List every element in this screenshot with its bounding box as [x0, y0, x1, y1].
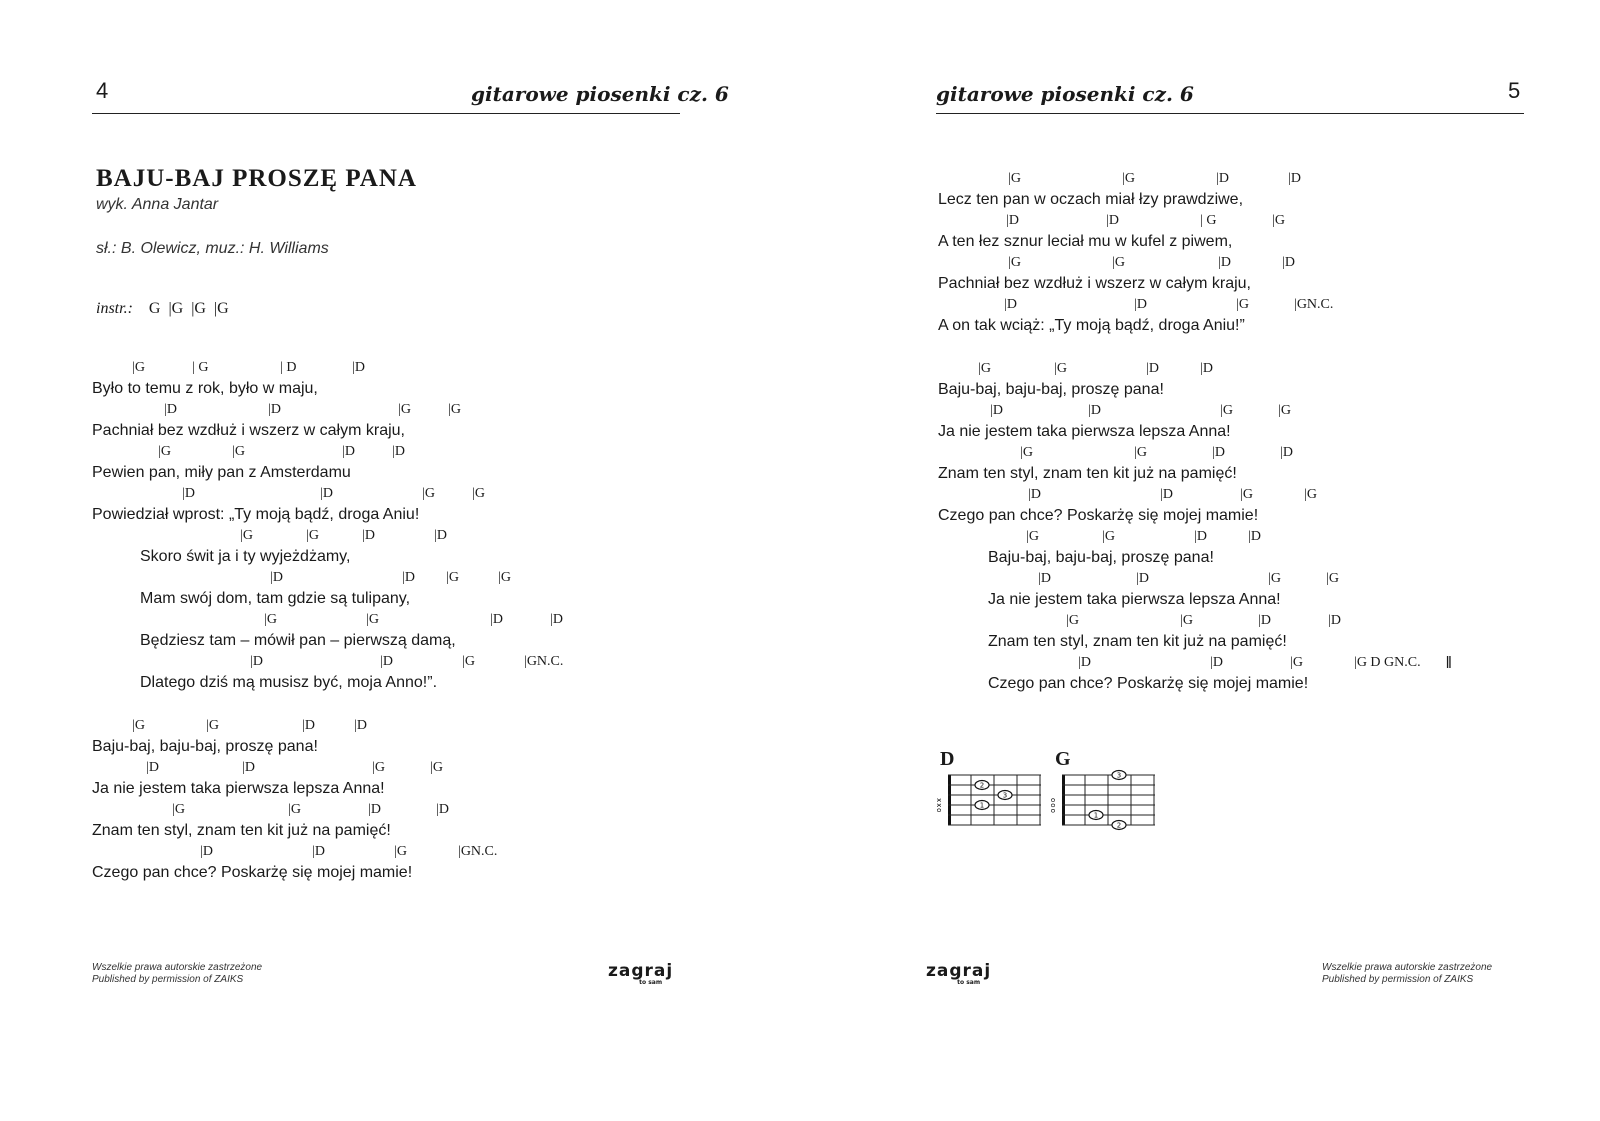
copyright-footer	[1322, 962, 1492, 986]
finger-label: 2	[1116, 821, 1122, 830]
finger-label: 3	[1002, 791, 1008, 800]
lyric-line: Dlatego dziś mą musisz być, moja Anno!”.	[140, 674, 438, 691]
end-bar-line: ‖	[1446, 653, 1452, 672]
chord-symbol: | D	[1210, 655, 1223, 671]
header-rule	[92, 113, 680, 114]
chord-symbol: | D	[200, 844, 213, 860]
chord-row	[938, 652, 1578, 673]
chord-symbol: | D	[312, 844, 325, 860]
chord-symbol: | D	[1006, 213, 1019, 229]
chord-symbol: | D	[1106, 213, 1119, 229]
chord-row	[92, 757, 732, 778]
verse-block	[938, 358, 1578, 694]
lyric-line: Lecz ten pan w oczach miał łzy prawdziwe,	[938, 191, 1244, 208]
chord-symbol: | D	[1088, 403, 1101, 419]
chord-row	[938, 610, 1578, 631]
song-line	[938, 294, 1578, 336]
logo-text: zagraj	[608, 961, 674, 981]
song-line	[92, 841, 732, 883]
chord-row	[92, 567, 732, 588]
chord-symbol: | G	[1268, 571, 1281, 587]
chord-symbol: | G	[422, 486, 435, 502]
series-title: gitarowe piosenki cz. 6	[936, 82, 1194, 106]
lyric-line: Pachniał bez wzdłuż i wszerz w całym kraju,	[92, 422, 405, 439]
chord-symbol: | G	[1278, 403, 1291, 419]
chord-row	[92, 357, 732, 378]
chord-row	[92, 483, 732, 504]
chord-symbol: | G	[1122, 171, 1135, 187]
chord-row	[938, 442, 1578, 463]
instr-chords: G |G |G |G	[148, 300, 229, 317]
string-marks: xxo	[935, 798, 943, 814]
chord-symbol: | G	[366, 612, 379, 628]
song-line	[92, 757, 732, 799]
chord-symbol: | G	[1112, 255, 1125, 271]
lyric-line: Było to temu z rok, było w maju,	[92, 380, 318, 397]
chord-symbol: | D	[1282, 255, 1295, 271]
instr-label: instr.:	[96, 300, 133, 317]
chord-symbol: | D	[164, 402, 177, 418]
chord-symbol: | D	[490, 612, 503, 628]
logo-sub: to sam	[639, 979, 663, 986]
right-page	[800, 0, 1600, 1121]
song-line	[92, 399, 732, 441]
chord-symbol: | G	[158, 444, 171, 460]
chord-symbol: | G	[264, 612, 277, 628]
chord-symbol: | G	[1102, 529, 1115, 545]
chord-diagram-d	[936, 772, 1048, 830]
chord-symbol: | G	[1220, 403, 1233, 419]
finger-label: 2	[979, 781, 985, 790]
chord-symbol: | D	[1218, 255, 1231, 271]
song-line	[92, 357, 732, 399]
chord-symbol: | D	[1288, 171, 1301, 187]
chord-symbol: | GN.C.	[524, 654, 563, 670]
lyric-line: Czego pan chce? Poskarżę się mojej mamie!	[938, 507, 1259, 524]
chord-symbol: | G	[1304, 487, 1317, 503]
lyric-line: Znam ten styl, znam ten kit już na pamięć!	[988, 633, 1287, 650]
song-line	[92, 799, 732, 841]
chord-symbol: | D	[1200, 361, 1213, 377]
chord-symbol: | D	[320, 486, 333, 502]
chord-symbol: | D	[1134, 297, 1147, 313]
chord-symbol: | G	[1272, 213, 1285, 229]
chord-symbol: | D	[1078, 655, 1091, 671]
chord-symbol: | D	[1004, 297, 1017, 313]
chord-symbol: | G	[1020, 445, 1033, 461]
song-line	[92, 715, 732, 757]
page-number: 5	[1508, 78, 1521, 103]
chord-symbol: | G	[1066, 613, 1079, 629]
chord-symbol: | D	[354, 718, 367, 734]
chord-symbol: | G	[1026, 529, 1039, 545]
chord-symbol: | G	[472, 486, 485, 502]
lyric-line: Skoro świt ja i ty wyjeżdżamy,	[140, 548, 351, 565]
logo-sub: to sam	[957, 979, 981, 986]
lyric-line: Znam ten styl, znam ten kit już na pamięć!	[92, 822, 391, 839]
lyric-line: Baju-baj, baju-baj, proszę pana!	[938, 381, 1164, 398]
chord-row	[92, 841, 732, 862]
chord-symbol: | G	[394, 844, 407, 860]
chord-symbol: | D	[1216, 171, 1229, 187]
lyric-line: Czego pan chce? Poskarżę się mojej mamie!	[988, 675, 1309, 692]
chord-symbol: | G	[1200, 213, 1216, 229]
chord-symbol: | G	[1290, 655, 1303, 671]
chord-symbol: | G	[1054, 361, 1067, 377]
lyric-line: Ja nie jestem taka pierwsza lepsza Anna!	[988, 591, 1281, 608]
song-line	[938, 442, 1578, 484]
song-line	[92, 651, 732, 693]
zagraj-logo	[608, 962, 673, 986]
song-line	[92, 441, 732, 483]
string-marks: ooo	[1049, 798, 1057, 814]
chord-symbol: | G	[462, 654, 475, 670]
song-line	[92, 483, 732, 525]
chord-symbol: | G	[306, 528, 319, 544]
chord-symbol: | D	[434, 528, 447, 544]
chord-symbol: | G	[232, 444, 245, 460]
zagraj-logo	[926, 962, 991, 986]
page-number: 4	[96, 78, 109, 103]
chord-symbol: | G	[1008, 171, 1021, 187]
verse-block	[92, 715, 732, 883]
chord-symbol: | G	[1326, 571, 1339, 587]
chord-row	[938, 400, 1578, 421]
chord-symbol: | D	[1028, 487, 1041, 503]
copyright-footer	[92, 962, 262, 986]
lyric-line: Baju-baj, baju-baj, proszę pana!	[988, 549, 1214, 566]
finger-label: 1	[1093, 811, 1099, 820]
chord-symbol: | D	[182, 486, 195, 502]
song-title: BAJU-BAJ PROSZĘ PANA	[96, 165, 417, 192]
chord-symbol: | D	[550, 612, 563, 628]
chord-row	[938, 526, 1578, 547]
chord-symbol: | D	[990, 403, 1003, 419]
lyric-line: A ten łez sznur leciał mu w kufel z piwem,	[938, 233, 1233, 250]
song-line	[938, 526, 1578, 568]
chord-symbol: | GN.C.	[458, 844, 497, 860]
chord-row	[92, 525, 732, 546]
finger-label: 1	[979, 801, 985, 810]
chord-symbol: | D	[270, 570, 283, 586]
chord-symbol: | D	[302, 718, 315, 734]
chord-symbol: | D	[402, 570, 415, 586]
chord-symbol: | G	[132, 718, 145, 734]
lyric-line: Ja nie jestem taka pierwsza lepsza Anna!	[92, 780, 385, 797]
chord-symbol: | D	[368, 802, 381, 818]
chord-symbol: | D	[1146, 361, 1159, 377]
chord-symbol: | G	[448, 402, 461, 418]
chord-row	[938, 484, 1578, 505]
permission-line: Published by permission of ZAIKS	[1322, 974, 1474, 985]
song-line	[938, 210, 1578, 252]
chord-symbol: | D	[268, 402, 281, 418]
song-line	[938, 652, 1578, 694]
chord-symbol: | D	[1160, 487, 1173, 503]
lyric-line: Pewien pan, miły pan z Amsterdamu	[92, 464, 351, 481]
chord-row	[92, 715, 732, 736]
chord-row	[92, 399, 732, 420]
chord-row	[938, 568, 1578, 589]
song-line	[92, 525, 732, 567]
chord-symbol: | D	[352, 360, 365, 376]
chord-row	[938, 252, 1578, 273]
chord-symbol: | G	[240, 528, 253, 544]
chord-symbol: | G	[446, 570, 459, 586]
chord-symbol: | D	[342, 444, 355, 460]
song-body-right	[938, 168, 1578, 716]
chord-symbol: | G	[288, 802, 301, 818]
lyric-line: Czego pan chce? Poskarżę się mojej mamie!	[92, 864, 413, 881]
chord-symbol: | D	[380, 654, 393, 670]
song-line	[938, 252, 1578, 294]
permission-line: Published by permission of ZAIKS	[92, 974, 244, 985]
lyric-line: Pachniał bez wzdłuż i wszerz w całym kraju,	[938, 275, 1251, 292]
lyric-line: Będziesz tam – mówił pan – pierwszą damą,	[140, 632, 456, 649]
logo-text: zagraj	[926, 961, 992, 981]
chord-symbol: | D	[1280, 445, 1293, 461]
chord-row	[92, 609, 732, 630]
chord-symbol: | D	[1136, 571, 1149, 587]
chord-symbol: | D	[146, 760, 159, 776]
chord-row	[938, 294, 1578, 315]
chord-symbol: | G	[172, 802, 185, 818]
credits: sł.: B. Olewicz, muz.: H. Williams	[96, 240, 329, 257]
lyric-line: A on tak wciąż: „Ty moją bądź, droga Aniu!”	[938, 317, 1245, 334]
chord-symbol: | D	[250, 654, 263, 670]
finger-label: 3	[1116, 771, 1122, 780]
chord-row	[938, 168, 1578, 189]
series-title: gitarowe piosenki cz. 6	[471, 82, 729, 106]
chord-symbol: | D	[280, 360, 296, 376]
verse-block	[92, 357, 732, 693]
song-line	[92, 567, 732, 609]
chord-row	[938, 358, 1578, 379]
chord-symbol: | D	[1194, 529, 1207, 545]
chord-symbol: | D	[1212, 445, 1225, 461]
chord-symbol: | D	[1038, 571, 1051, 587]
song-line	[92, 609, 732, 651]
chord-symbol: | G D GN.C.	[1354, 655, 1421, 671]
chord-symbol: | G	[1240, 487, 1253, 503]
chord-diagram-d-name: D	[940, 748, 955, 770]
lyric-line: Powiedział wprost: „Ty moją bądź, droga Aniu!	[92, 506, 420, 523]
lyric-line: Mam swój dom, tam gdzie są tulipany,	[140, 590, 411, 607]
chord-symbol: | D	[1258, 613, 1271, 629]
song-line	[938, 610, 1578, 652]
song-line	[938, 568, 1578, 610]
verse-block	[938, 168, 1578, 336]
song-line	[938, 484, 1578, 526]
intro-chords	[96, 300, 229, 318]
chord-symbol: | D	[1248, 529, 1261, 545]
copyright-line: Wszelkie prawa autorskie zastrzeżone	[92, 962, 263, 973]
chord-row	[92, 799, 732, 820]
chord-symbol: | G	[206, 718, 219, 734]
chord-symbol: | G	[192, 360, 208, 376]
lyric-line: Baju-baj, baju-baj, proszę pana!	[92, 738, 318, 755]
chord-diagram-g-name: G	[1055, 748, 1071, 770]
chord-symbol: | G	[372, 760, 385, 776]
chord-symbol: | D	[392, 444, 405, 460]
song-line	[938, 168, 1578, 210]
lyric-line: Znam ten styl, znam ten kit już na pamięć!	[938, 465, 1237, 482]
chord-symbol: | G	[430, 760, 443, 776]
chord-symbol: | G	[1008, 255, 1021, 271]
chord-symbol: | G	[1134, 445, 1147, 461]
chord-diagram-g	[1050, 772, 1162, 830]
song-line	[938, 400, 1578, 442]
lyric-line: Ja nie jestem taka pierwsza lepsza Anna!	[938, 423, 1231, 440]
chord-symbol: | GN.C.	[1294, 297, 1333, 313]
chord-symbol: | D	[242, 760, 255, 776]
copyright-line: Wszelkie prawa autorskie zastrzeżone	[1322, 962, 1493, 973]
chord-symbol: | D	[362, 528, 375, 544]
chord-row	[938, 210, 1578, 231]
chord-symbol: | G	[1236, 297, 1249, 313]
song-line	[938, 358, 1578, 400]
chord-symbol: | D	[436, 802, 449, 818]
song-body-left	[92, 357, 732, 905]
chord-row	[92, 441, 732, 462]
chord-symbol: | D	[1328, 613, 1341, 629]
performer: wyk. Anna Jantar	[96, 196, 219, 213]
chord-symbol: | G	[398, 402, 411, 418]
chord-symbol: | G	[132, 360, 145, 376]
header-rule	[936, 113, 1524, 114]
chord-row	[92, 651, 732, 672]
chord-symbol: | G	[498, 570, 511, 586]
chord-symbol: | G	[978, 361, 991, 377]
chord-symbol: | G	[1180, 613, 1193, 629]
